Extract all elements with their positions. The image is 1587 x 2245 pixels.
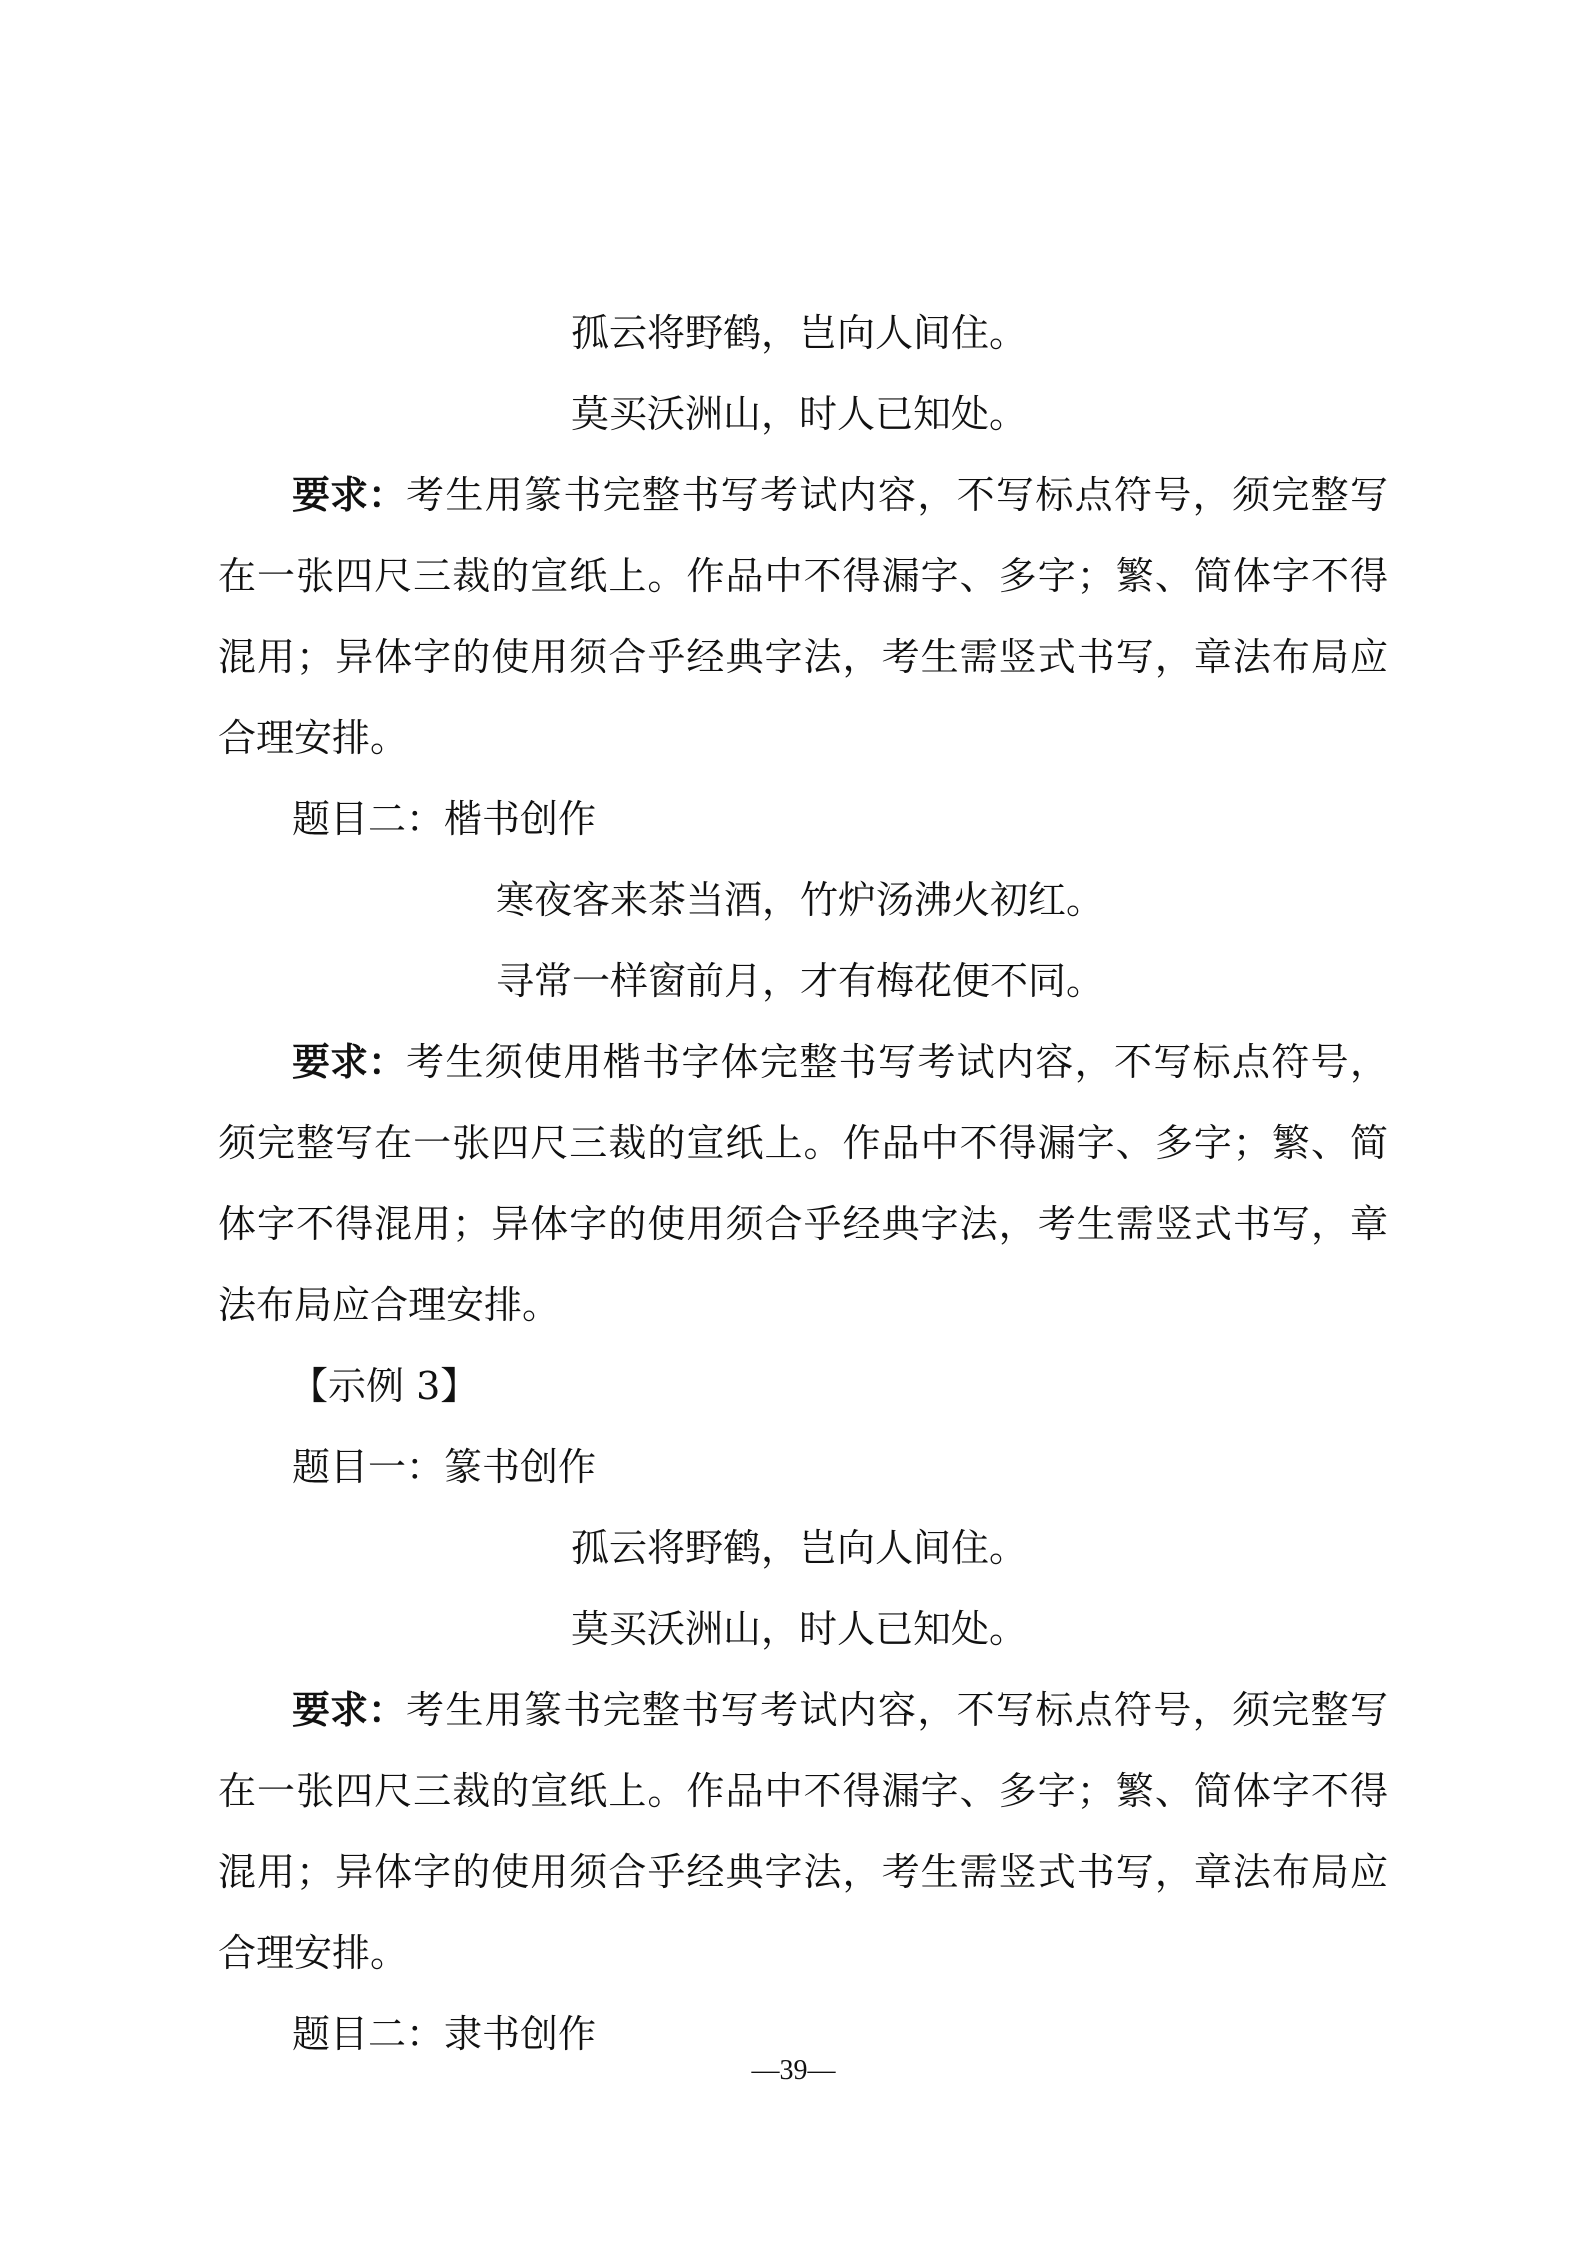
paragraph-line: 在一张四尺三裁的宣纸上。作品中不得漏字、多字；繁、简体字不得 xyxy=(218,1769,1388,1813)
poem-line: 莫买沃洲山，时人已知处。 xyxy=(571,392,1028,436)
requirement-label: 要求： xyxy=(292,1040,407,1084)
poem-line: 寻常一样窗前月，才有梅花便不同。 xyxy=(496,959,1105,1003)
requirement-text: 考生用篆书完整书写考试内容，不写标点符号，须完整写 xyxy=(406,473,1388,517)
paragraph-line: 须完整写在一张四尺三裁的宣纸上。作品中不得漏字、多字；繁、简 xyxy=(218,1121,1388,1165)
requirement-text: 考生用篆书完整书写考试内容，不写标点符号，须完整写 xyxy=(406,1688,1388,1732)
requirement-label: 要求： xyxy=(292,473,407,517)
paragraph-line: 混用；异体字的使用须合乎经典字法，考生需竖式书写，章法布局应 xyxy=(218,1850,1388,1894)
page-number: —39— xyxy=(751,2055,836,2086)
paragraph-line: 合理安排。 xyxy=(218,716,409,760)
poem-line: 孤云将野鹤，岂向人间住。 xyxy=(571,1526,1028,1570)
example-heading: 【示例 3】 xyxy=(290,1364,479,1408)
paragraph-line: 混用；异体字的使用须合乎经典字法，考生需竖式书写，章法布局应 xyxy=(218,635,1388,679)
requirement-text: 考生须使用楷书字体完整书写考试内容，不写标点符号， xyxy=(406,1040,1388,1084)
paragraph-line: 在一张四尺三裁的宣纸上。作品中不得漏字、多字；繁、简体字不得 xyxy=(218,554,1388,598)
section-heading: 题目二：楷书创作 xyxy=(292,797,597,841)
requirement-paragraph-first-line xyxy=(292,471,1388,519)
requirement-paragraph-first-line xyxy=(292,1038,1388,1086)
paragraph-line: 法布局应合理安排。 xyxy=(218,1283,561,1327)
poem-line: 孤云将野鹤，岂向人间住。 xyxy=(571,311,1028,355)
poem-line: 寒夜客来茶当酒，竹炉汤沸火初红。 xyxy=(496,878,1105,922)
paragraph-line: 合理安排。 xyxy=(218,1931,409,1975)
poem-line: 莫买沃洲山，时人已知处。 xyxy=(571,1607,1028,1651)
section-heading: 题目二：隶书创作 xyxy=(292,2012,597,2056)
paragraph-line: 体字不得混用；异体字的使用须合乎经典字法，考生需竖式书写，章 xyxy=(218,1202,1388,1246)
requirement-label: 要求： xyxy=(292,1688,407,1732)
section-heading: 题目一：篆书创作 xyxy=(292,1445,597,1489)
requirement-paragraph-first-line xyxy=(292,1686,1388,1734)
